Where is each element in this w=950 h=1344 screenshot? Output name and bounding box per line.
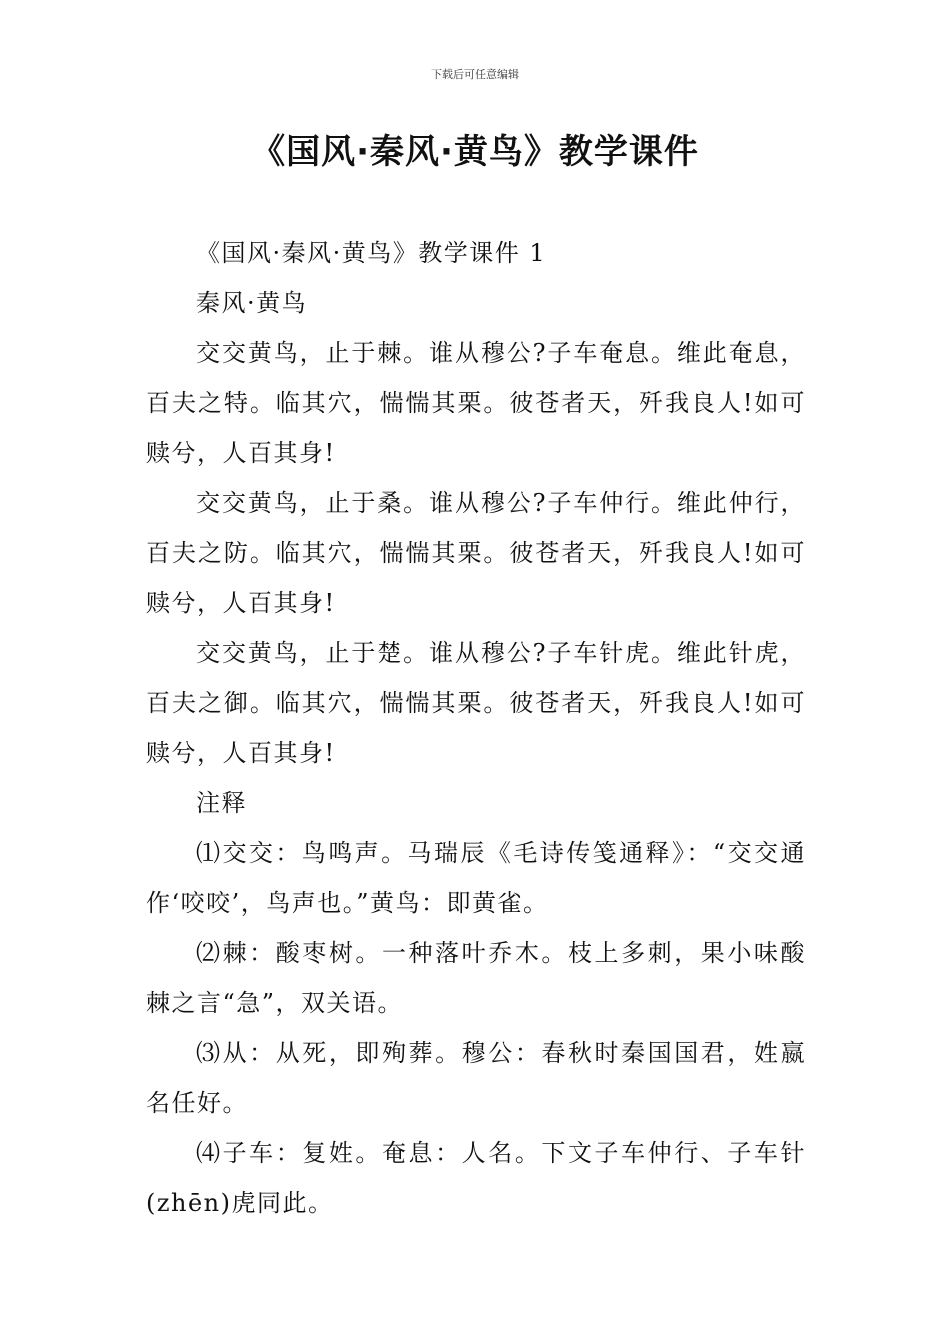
document-body <box>146 228 806 1228</box>
note-3: ⑶从：从死，即殉葬。穆公：春秋时秦国国君，姓嬴名任好。 <box>146 1039 806 1117</box>
header-note: 下载后可任意编辑 <box>431 68 519 81</box>
poem-title: 秦风·黄鸟 <box>196 289 308 317</box>
poem-stanza-2: 交交黄鸟，止于桑。谁从穆公?子车仲行。维此仲行，百夫之防。临其穴，惴惴其栗。彼苍者天，歼我良人!如可赎兮，人百其身! <box>146 489 806 617</box>
note-2: ⑵棘：酸枣树。一种落叶乔木。枝上多刺，果小味酸棘之言“急”，双关语。 <box>146 939 806 1017</box>
subtitle-paragraph: 《国风·秦风·黄鸟》教学课件 1 <box>196 239 547 267</box>
note-4: ⑷子车：复姓。奄息：人名。下文子车仲行、子车针(zhēn)虎同此。 <box>146 1139 806 1217</box>
notes-heading: 注释 <box>196 789 247 817</box>
note-1: ⑴交交：鸟鸣声。马瑞辰《毛诗传笺通释》：“交交通作‘咬咬’，鸟声也。”黄鸟：即黄雀。 <box>146 839 806 917</box>
poem-stanza-3: 交交黄鸟，止于楚。谁从穆公?子车针虎。维此针虎，百夫之御。临其穴，惴惴其栗。彼苍者天，歼我良人!如可赎兮，人百其身! <box>146 639 806 767</box>
poem-stanza-1: 交交黄鸟，止于棘。谁从穆公?子车奄息。维此奄息，百夫之特。临其穴，惴惴其栗。彼苍者天，歼我良人!如可赎兮，人百其身! <box>146 339 806 467</box>
document-title: 《国风·秦风·黄鸟》教学课件 <box>251 132 699 172</box>
